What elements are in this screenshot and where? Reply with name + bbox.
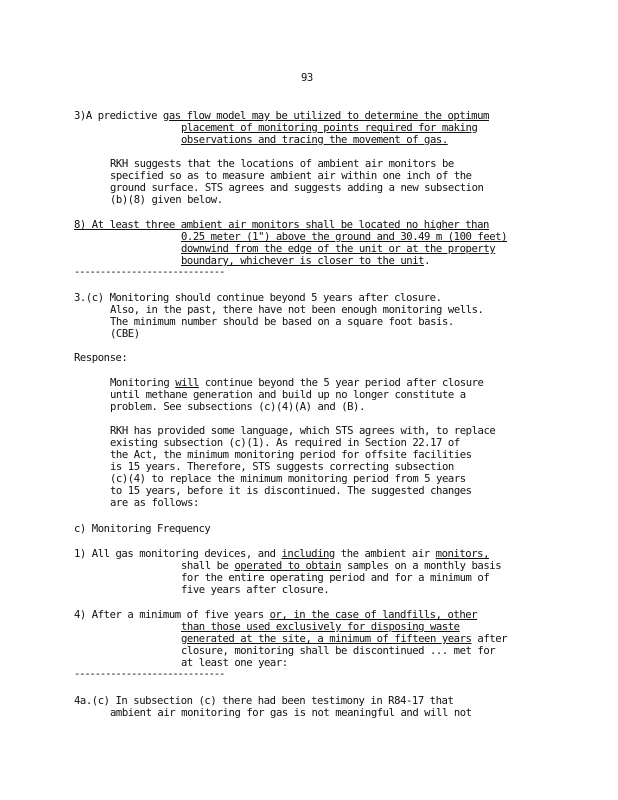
comment-4a-line-1: 4a.(c) In subsection (c) there had been testimony in R84-17 that (74, 695, 454, 707)
subsection-1-line-1: 1) All gas monitoring devices, and including the ambient air monitors, (74, 548, 489, 560)
subsection-1-line-3: for the entire operating period and for a minimum of (181, 572, 490, 584)
comment-3c-line-4: (CBE) (110, 328, 140, 340)
subsection-4-line-4: closure, monitoring shall be discontinued ... met for (181, 645, 496, 657)
comment-4a-line-2: ambient air monitoring for gas is not meaningful and will not (110, 707, 472, 719)
paragraph-rkh-suggests-line-2: specified so as to measure ambient air within one inch of the (110, 170, 472, 182)
heading-monitoring-frequency: c) Monitoring Frequency (74, 523, 211, 535)
paragraph-rkh-suggests-line-3: ground surface. STS agrees and suggests adding a new subsection (110, 182, 484, 194)
separator-line-2: ----------------------------- (74, 668, 225, 680)
subsection-4-line-3: generated at the site, a minimum of fifteen years after (181, 633, 508, 645)
paragraph-rkh-language-line-2: existing subsection (c)(1). As required in Section 22.17 of (110, 437, 460, 449)
paragraph-rkh-suggests-line-4: (b)(8) given below. (110, 194, 223, 206)
page-number: 93 (301, 72, 313, 84)
proposed-subsection-8-line-2: 0.25 meter (1") above the ground and 30.49 m (100 feet) (181, 231, 508, 243)
response-label: Response: (74, 352, 128, 364)
response-monitoring-line-1: Monitoring will continue beyond the 5 year period after closure (110, 377, 484, 389)
subsection-4-line-5: at least one year: (181, 657, 288, 669)
paragraph-predictive-model-line-2: placement of monitoring points required for making (181, 122, 478, 134)
subsection-1-line-4: five years after closure. (181, 584, 330, 596)
paragraph-rkh-language-line-3: the Act, the minimum monitoring period for offsite facilities (110, 449, 472, 461)
subsection-1-line-2: shall be operated to obtain samples on a monthly basis (181, 560, 502, 572)
paragraph-predictive-model-line-3: observations and tracing the movement of gas. (181, 134, 448, 146)
paragraph-rkh-language-line-6: to 15 years, before it is discontinued. The suggested changes (110, 485, 472, 497)
subsection-4-line-1: 4) After a minimum of five years or, in the case of landfills, other (74, 609, 478, 621)
proposed-subsection-8-line-1: 8) At least three ambient air monitors shall be located no higher than (74, 219, 489, 231)
response-monitoring-line-3: problem. See subsections (c)(4)(A) and (B). (110, 401, 365, 413)
response-monitoring-line-2: until methane generation and build up no longer constitute a (110, 389, 466, 401)
paragraph-rkh-language-line-5: (c)(4) to replace the minimum monitoring period from 5 years (110, 473, 466, 485)
comment-3c-line-2: Also, in the past, there have not been enough monitoring wells. (110, 304, 484, 316)
proposed-subsection-8-line-4: boundary, whichever is closer to the unit. (181, 255, 430, 267)
separator-line-1: ----------------------------- (74, 266, 225, 278)
proposed-subsection-8-line-3: downwind from the edge of the unit or at the property (181, 243, 496, 255)
comment-3c-line-1: 3.(c) Monitoring should continue beyond 5 years after closure. (74, 292, 442, 304)
paragraph-rkh-language-line-7: are as follows: (110, 497, 199, 509)
paragraph-rkh-suggests-line-1: RKH suggests that the locations of ambient air monitors be (110, 158, 454, 170)
paragraph-predictive-model-line-1: 3)A predictive gas flow model may be utilized to determine the optimum (74, 110, 489, 122)
paragraph-rkh-language-line-1: RKH has provided some language, which STS agrees with, to replace (110, 425, 496, 437)
comment-3c-line-3: The minimum number should be based on a square foot basis. (110, 316, 454, 328)
subsection-4-line-2: than those used exclusively for disposing waste (181, 621, 460, 633)
paragraph-rkh-language-line-4: is 15 years. Therefore, STS suggests correcting subsection (110, 461, 454, 473)
